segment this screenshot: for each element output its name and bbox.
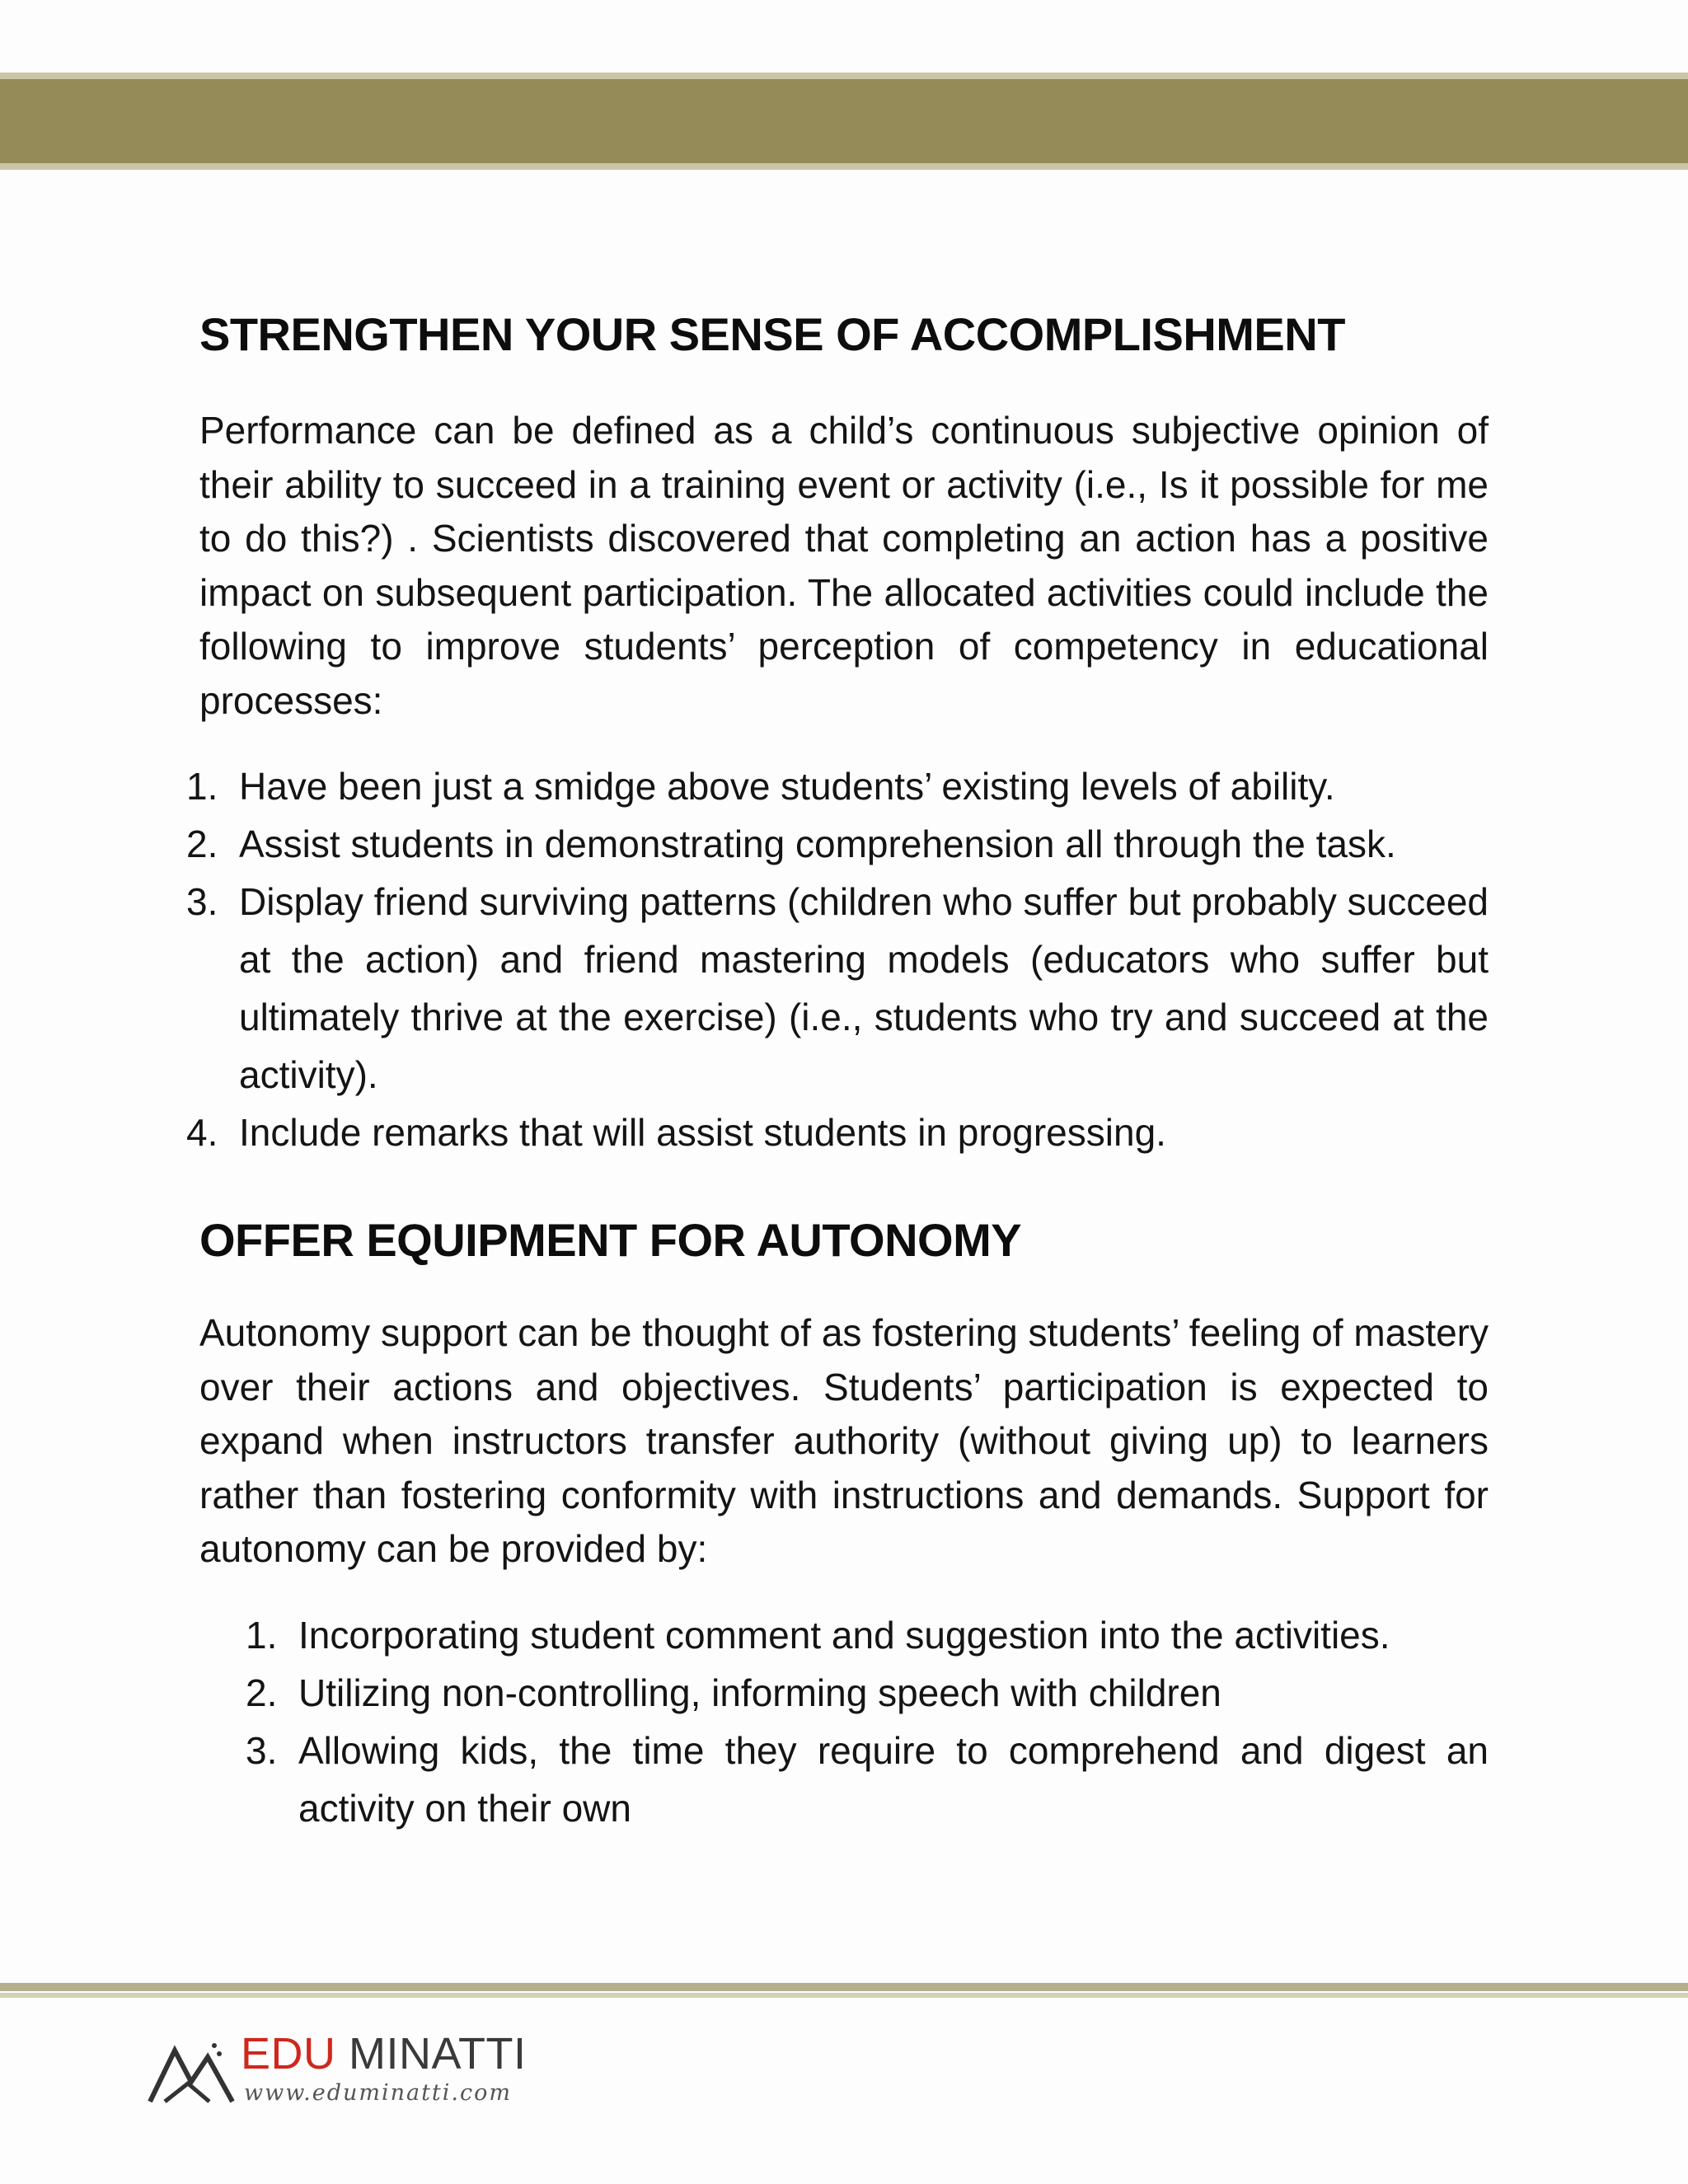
- list-item: [186, 757, 1489, 815]
- list-item: [246, 1722, 1489, 1837]
- logo-minatti-text: MINATTI: [335, 2029, 527, 2079]
- section-paragraph-accomplishment: Performance can be defined as a child’s continuous subjective opinion of their ability to succeed in a training event or activity (i.e., Is it possible for me to do this?) . Scientists discovered that completing an action has a positive impact on subsequent participation. The allocated activities could include the following to improve students’ perception of competency in educational processes:: [199, 409, 1489, 722]
- list-item: [246, 1664, 1489, 1722]
- list-item-text: Have been just a smidge above students’ existing levels of ability.: [239, 765, 1335, 808]
- footer-rule: [0, 1983, 1688, 1991]
- list-item: [186, 1104, 1489, 1161]
- list-item-text: Utilizing non-controlling, informing speech with children: [298, 1671, 1221, 1714]
- header-bottom-rule: [0, 163, 1688, 170]
- list-item-text: Include remarks that will assist students in progressing.: [239, 1111, 1166, 1154]
- autonomy-list: [199, 1606, 1489, 1837]
- list-item-number: 1.: [246, 1613, 278, 1657]
- eduminatti-logo: [147, 2029, 575, 2111]
- list-item-text: Assist students in demonstrating comprehension all through the task.: [239, 823, 1396, 865]
- list-item-number: 4.: [186, 1111, 218, 1154]
- list-item-number: 2.: [246, 1671, 278, 1714]
- accomplishment-list: [186, 757, 1489, 1161]
- list-item: [246, 1606, 1489, 1664]
- section-title-accomplishment: STRENGTHEN YOUR SENSE OF ACCOMPLISHMENT: [199, 308, 1345, 360]
- list-item-text: Incorporating student comment and suggestion into the activities.: [298, 1613, 1390, 1657]
- list-item-number: 3.: [186, 880, 218, 923]
- list-item-number: 3.: [246, 1728, 278, 1772]
- logo-wordmark: [241, 2029, 526, 2079]
- logo-edu-text: EDU: [241, 2029, 336, 2079]
- header-band: [0, 79, 1688, 163]
- logo-website-url: www.eduminatti.com: [244, 2080, 512, 2106]
- header-top-rule: [0, 73, 1688, 79]
- section-paragraph-autonomy: Autonomy support can be thought of as fostering students’ feeling of mastery over their actions and objectives. Students’ participation is expected to expand when instructors transfer authority (without giving up) to learners rather than fostering conformity with instructions and demands. Support for autonomy can be provided by:: [199, 1311, 1489, 1570]
- footer-rule-light: [0, 1993, 1688, 1998]
- list-item-text: Display friend surviving patterns (children who suffer but probably succeed at the action) and friend mastering models (educators who suffer but ultimately thrive at the exercise) (i.e., students who try and succeed at the activity).: [239, 880, 1489, 1096]
- list-item-text: Allowing kids, the time they require to comprehend and digest an activity on their own: [298, 1728, 1489, 1830]
- section-title-autonomy: OFFER EQUIPMENT FOR AUTONOMY: [199, 1214, 1022, 1266]
- list-item: [186, 873, 1489, 1104]
- list-item-number: 2.: [186, 823, 218, 865]
- list-item-number: 1.: [186, 765, 218, 808]
- mountain-logo-icon: [147, 2036, 237, 2108]
- list-item: [186, 815, 1489, 873]
- page-content: [186, 303, 1489, 1837]
